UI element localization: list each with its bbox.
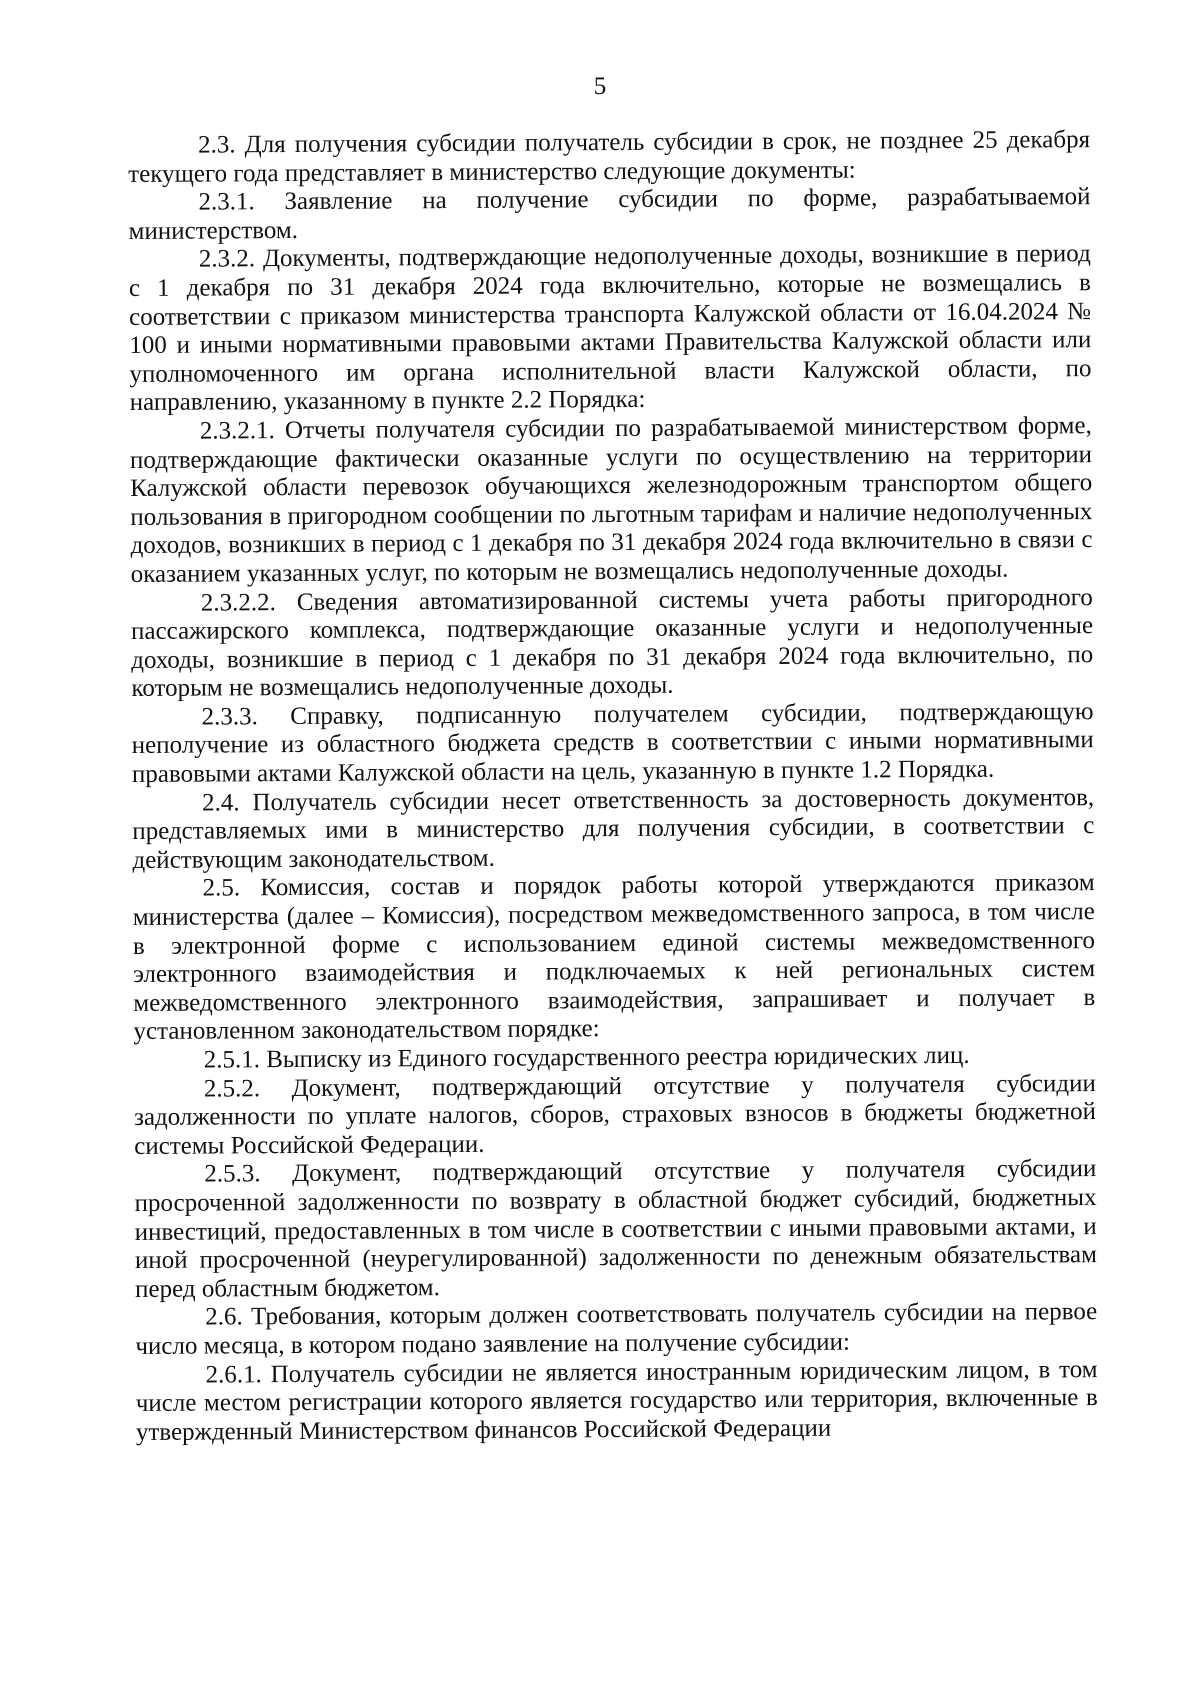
paragraph-2-3-2-1: 2.3.2.1. Отчеты получателя субсидии по разрабатываемой министерством форме, подтверждающие фактически оказанные услуги по осуществлению на территории Калужской области перевозок обучающихся железнодорожным транспортом общего пользования в пригородном сообщении по льготным тарифам и наличие недополученных доходов, возникших в период с 1 декабря по 31 декабря 2024 года включительно в связи с оказанием указанных услуг, по которым не возмещались недополученные доходы. [129, 412, 1093, 588]
page-number: 5 [593, 73, 607, 100]
paragraph-2-3-2: 2.3.2. Документы, подтверждающие недополученные доходы, возникшие в период с 1 декабря по 31 декабря 2024 года включительно, которые не возмещались в соответствии с приказом министерства транспорта Калужской области от 16.04.2024 № 100 и иными нормативными правовыми актами Правительства Калужской области или уполномоченного им органа исполнительной власти Калужской области, по направлению, указанному в пункте 2.2 Порядка: [128, 240, 1092, 417]
paragraph-2-3-1: 2.3.1. Заявление на получение субсидии по форме, разрабатываемой министерством. [128, 183, 1091, 245]
paragraph-2-4: 2.4. Получатель субсидии несет ответственность за достоверность документов, представляемых ими в министерство для получения субсидии, в соответствии с действующим законодательством. [132, 783, 1095, 874]
paragraph-2-3-3: 2.3.3. Справку, подписанную получателем субсидии, подтверждающую неполучение из областного бюджета средств в соответствии с иными нормативными правовыми актами Калужской области на цель, указанную в пункте 1.2 Порядка. [131, 697, 1094, 789]
paragraph-2-5: 2.5. Комиссия, состав и порядок работы которой утверждаются приказом министерства (далее – Комиссия), посредством межведомственного запроса, в том числе в электронной форме с использованием единой системы межведомственного электронного взаимодействия и подключаемых к ней региональных систем межведомственного электронного взаимодействия, запрашивает и получает в установленном законодательством порядке: [132, 869, 1096, 1046]
paragraph-2-5-1: 2.5.1. Выписку из Единого государственного реестра юридических лиц. [203, 1041, 970, 1074]
document-body [128, 126, 1098, 1447]
paragraph-2-5-3: 2.5.3. Документ, подтверждающий отсутствие у получателя субсидии просроченной задолженности по возврату в областной бюджет субсидий, бюджетных инвестиций, предоставленных в том числе в соответствии с иными правовыми актами, и иной просроченной (неурегулированной) задолженности по денежным обязательствам перед областным бюджетом. [134, 1155, 1097, 1303]
paragraph-2-6: 2.6. Требования, которым должен соответствовать получатель субсидии на первое число месяца, в котором подано заявление на получение субсидии: [135, 1298, 1098, 1360]
paragraph-2-6-1: 2.6.1. Получатель субсидии не является иностранным юридическим лицом, в том числе местом регистрации которого является государство или территория, включенные в утвержденный Министерством финансов Российской Федерации [135, 1355, 1098, 1446]
paragraph-2-3-2-2: 2.3.2.2. Сведения автоматизированной системы учета работы пригородного пассажирского комплекса, подтверждающие оказанные услуги и недополученные доходы, возникшие в период с 1 декабря по 31 декабря 2024 года включительно, по которым не возмещались недополученные доходы. [130, 583, 1094, 703]
paragraph-2-3: 2.3. Для получения субсидии получатель субсидии в срок, не позднее 25 декабря текущего года представляет в министерство следующие документы: [128, 126, 1091, 188]
paragraph-2-5-2: 2.5.2. Документ, подтверждающий отсутствие у получателя субсидии задолженности по уплате налогов, сборов, страховых взносов в бюджеты бюджетной системы Российской Федерации. [133, 1069, 1097, 1160]
